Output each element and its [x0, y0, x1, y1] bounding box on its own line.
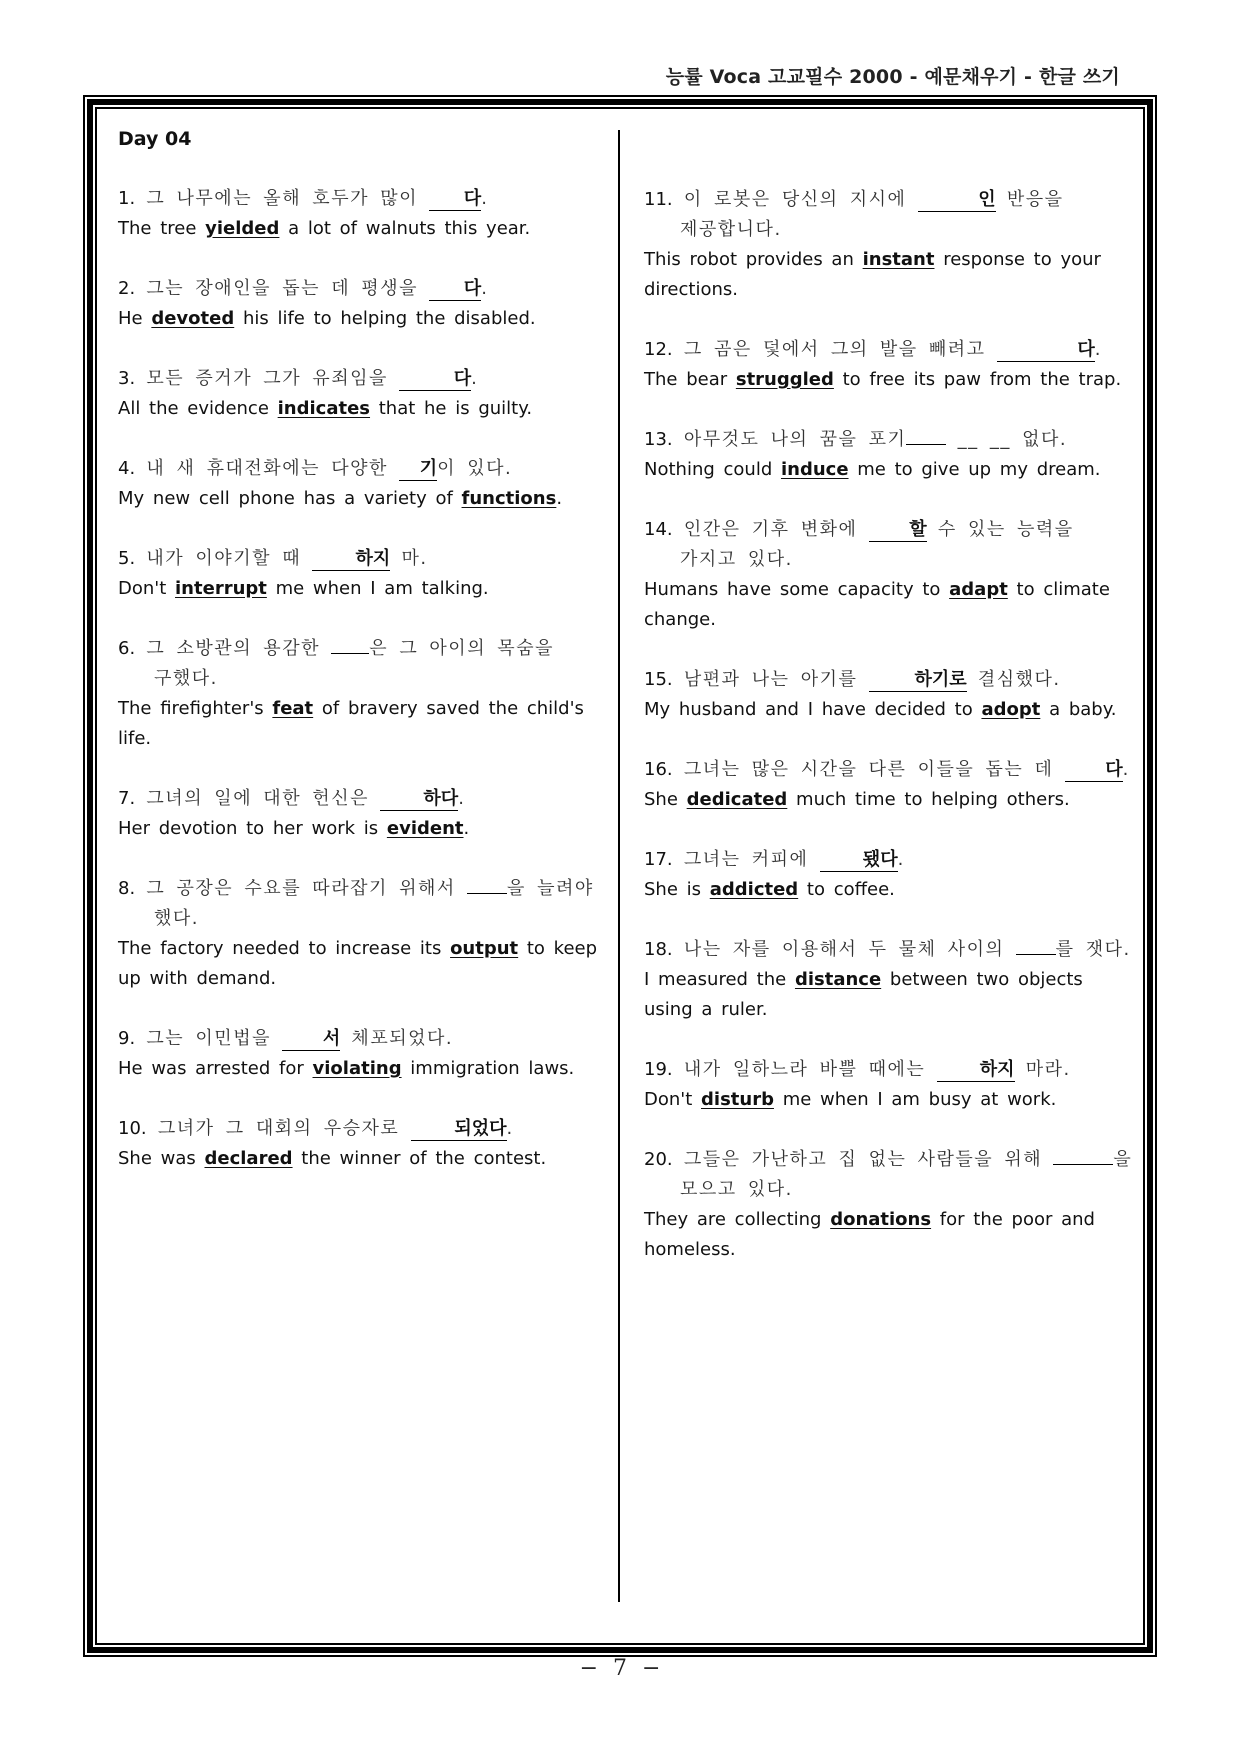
vocab-keyword: induce — [780, 459, 849, 480]
english-text-before: They are collecting — [644, 1209, 831, 1230]
english-text-before: Humans have some capacity to — [644, 579, 950, 600]
english-sentence — [644, 695, 1134, 725]
english-text-after: me when I am busy at work. — [773, 1089, 1057, 1110]
english-sentence — [118, 574, 608, 604]
korean-text-after: 을 — [1113, 1149, 1133, 1170]
item-number: 17. — [644, 849, 673, 870]
fill-in-blank[interactable]: 됐다 — [820, 849, 898, 872]
exercise-item — [644, 335, 1134, 395]
english-text-before: The firefighter's — [118, 698, 273, 719]
korean-text-after: 체포되었다. — [340, 1028, 454, 1049]
vocab-keyword: indicates — [277, 398, 371, 419]
item-number: 15. — [644, 669, 673, 690]
fill-in-blank[interactable]: 되었다 — [411, 1118, 507, 1141]
exercise-item — [644, 185, 1134, 305]
korean-text-after: . — [471, 368, 479, 389]
fill-in-blank[interactable] — [331, 653, 369, 654]
english-text-before: All the evidence — [118, 398, 278, 419]
english-sentence — [118, 394, 608, 424]
exercise-item — [644, 755, 1134, 815]
korean-text-after: . — [481, 188, 489, 209]
korean-text-after: . — [1094, 339, 1102, 360]
korean-text-after: 을 늘려야 — [506, 878, 594, 899]
exercise-item — [644, 1145, 1134, 1265]
korean-text-after: 를 잿다. — [1055, 939, 1131, 960]
korean-continuation: 가지고 있다. — [680, 549, 793, 570]
english-sentence — [118, 304, 608, 334]
korean-text-before: 그녀의 일에 대한 헌신은 — [146, 788, 381, 809]
vocab-keyword: adapt — [949, 579, 1008, 600]
korean-sentence — [644, 185, 1134, 245]
vocab-keyword: dedicated — [686, 789, 788, 810]
fill-in-blank[interactable]: 다 — [429, 188, 481, 211]
fill-in-blank[interactable]: 할 — [869, 519, 927, 542]
item-number: 2. — [118, 278, 136, 299]
english-text-before: Nothing could — [644, 459, 781, 480]
korean-text-before: 내가 이야기할 때 — [146, 548, 313, 569]
korean-text-before: 그녀는 많은 시간을 다른 이들을 돕는 데 — [683, 759, 1065, 780]
exercise-item — [118, 784, 608, 844]
fill-in-blank[interactable]: 다 — [1065, 759, 1123, 782]
english-text-after: . — [463, 818, 470, 839]
english-text-after: a baby. — [1040, 699, 1117, 720]
fill-in-blank[interactable]: 하기로 — [869, 669, 967, 692]
english-text-after: to keep up with demand. — [118, 938, 598, 989]
item-number: 7. — [118, 788, 136, 809]
korean-text-after: 마라. — [1014, 1059, 1071, 1080]
korean-continuation: 구했다. — [154, 668, 218, 689]
english-text-after: to free its paw from the trap. — [833, 369, 1122, 390]
korean-sentence — [644, 515, 1134, 575]
document-header-title: 능률 Voca 고교필수 2000 - 예문채우기 - 한글 쓰기 — [665, 66, 1120, 88]
exercise-item — [118, 1024, 608, 1084]
exercise-item — [644, 935, 1134, 1025]
page-number: − 7 − — [579, 1656, 661, 1681]
korean-text-after: 수 있는 능력을 — [926, 519, 1074, 540]
exercise-item — [644, 1055, 1134, 1115]
vocab-keyword: interrupt — [175, 578, 267, 599]
item-number: 5. — [118, 548, 136, 569]
vocab-keyword: struggled — [735, 369, 834, 390]
english-sentence — [118, 484, 608, 514]
english-text-after: a lot of walnuts this year. — [279, 218, 531, 239]
vocab-keyword: output — [450, 938, 519, 959]
korean-sentence — [118, 454, 608, 484]
korean-sentence — [118, 364, 608, 394]
english-text-before: She is — [644, 879, 710, 900]
korean-sentence — [118, 1114, 608, 1144]
korean-text-before: 이 로봇은 당신의 지시에 — [683, 189, 918, 210]
english-sentence — [118, 1054, 608, 1084]
korean-continuation: 했다. — [154, 908, 199, 929]
vocab-keyword: addicted — [709, 879, 799, 900]
korean-text-after: 결심했다. — [966, 669, 1061, 690]
fill-in-blank[interactable] — [906, 444, 946, 445]
fill-in-blank[interactable]: 서 — [282, 1028, 340, 1051]
fill-in-blank[interactable]: 다 — [399, 368, 471, 391]
korean-sentence — [118, 184, 608, 214]
fill-in-blank[interactable]: 하다 — [380, 788, 458, 811]
korean-sentence — [644, 425, 1134, 455]
english-text-before: I measured the — [644, 969, 795, 990]
korean-sentence — [118, 274, 608, 304]
english-text-before: Her devotion to her work is — [118, 818, 387, 839]
right-column — [644, 185, 1134, 1295]
english-text-before: She was — [118, 1148, 205, 1169]
fill-in-blank[interactable]: 하지 — [937, 1059, 1015, 1082]
english-sentence — [118, 934, 608, 994]
fill-in-blank[interactable] — [467, 893, 507, 894]
korean-text-before: 그는 이민법을 — [146, 1028, 283, 1049]
fill-in-blank[interactable] — [1016, 954, 1056, 955]
exercise-item — [118, 364, 608, 424]
korean-text-before: 나는 자를 이용해서 두 물체 사이의 — [683, 939, 1016, 960]
english-text-after: his life to helping the disabled. — [234, 308, 536, 329]
exercise-item — [644, 515, 1134, 635]
item-number: 14. — [644, 519, 673, 540]
vocab-keyword: adopt — [981, 699, 1041, 720]
exercise-item — [118, 634, 608, 754]
english-text-before: He — [118, 308, 152, 329]
item-number: 10. — [118, 1118, 147, 1139]
item-number: 19. — [644, 1059, 673, 1080]
exercise-item — [118, 274, 608, 334]
fill-in-blank[interactable]: 인 — [918, 189, 996, 212]
item-number: 9. — [118, 1028, 136, 1049]
english-sentence — [118, 214, 608, 244]
vocab-keyword: distance — [794, 969, 882, 990]
korean-text-after: 마. — [390, 548, 428, 569]
korean-text-before: 내 새 휴대전화에는 다양한 — [146, 458, 400, 479]
english-sentence — [644, 365, 1134, 395]
exercise-item — [118, 874, 608, 994]
korean-text-before: 그는 장애인을 돕는 데 평생을 — [146, 278, 430, 299]
korean-text-after: 이 있다. — [437, 458, 513, 479]
exercise-item — [644, 665, 1134, 725]
korean-text-after: __ __ 없다. — [946, 429, 1068, 450]
exercise-item — [118, 454, 608, 514]
fill-in-blank[interactable]: 기 — [399, 458, 437, 481]
english-sentence — [118, 814, 608, 844]
english-sentence — [118, 694, 608, 754]
english-text-before: My husband and I have decided to — [644, 699, 982, 720]
korean-sentence — [644, 935, 1134, 965]
english-text-before: Don't — [644, 1089, 702, 1110]
item-number: 11. — [644, 189, 673, 210]
right-item-list — [644, 185, 1134, 1265]
korean-text-after: 반응을 — [995, 189, 1064, 210]
korean-text-after: . — [481, 278, 489, 299]
korean-text-before: 내가 일하느라 바쁠 때에는 — [683, 1059, 937, 1080]
korean-text-before: 아무것도 나의 꿈을 포기 — [683, 429, 907, 450]
english-sentence — [644, 1085, 1134, 1115]
english-text-after: . — [556, 488, 563, 509]
column-divider — [618, 130, 620, 1602]
english-sentence — [118, 1144, 608, 1174]
vocab-keyword: evident — [386, 818, 464, 839]
english-text-before: My new cell phone has a variety of — [118, 488, 462, 509]
fill-in-blank[interactable]: 다 — [997, 339, 1095, 362]
korean-sentence — [644, 755, 1134, 785]
korean-sentence — [118, 634, 608, 694]
left-column — [118, 124, 608, 1204]
english-text-after: of bravery saved the child's life. — [118, 698, 584, 749]
vocab-keyword: yielded — [205, 218, 280, 239]
english-text-before: Don't — [118, 578, 176, 599]
english-text-before: This robot provides an — [644, 249, 863, 270]
exercise-item — [644, 425, 1134, 485]
english-sentence — [644, 785, 1134, 815]
english-text-after: between two objects using a ruler. — [644, 969, 1083, 1020]
english-text-after: the winner of the contest. — [292, 1148, 547, 1169]
korean-sentence — [118, 874, 608, 934]
english-text-before: He was arrested for — [118, 1058, 313, 1079]
english-text-after: immigration laws. — [401, 1058, 575, 1079]
english-sentence — [644, 1205, 1134, 1265]
english-text-before: The factory needed to increase its — [118, 938, 451, 959]
english-sentence — [644, 575, 1134, 635]
vocab-keyword: disturb — [701, 1089, 774, 1110]
item-number: 18. — [644, 939, 673, 960]
korean-sentence — [644, 335, 1134, 365]
item-number: 6. — [118, 638, 136, 659]
english-text-after: to coffee. — [798, 879, 895, 900]
korean-text-before: 남편과 나는 아기를 — [683, 669, 869, 690]
english-sentence — [644, 455, 1134, 485]
korean-sentence — [118, 544, 608, 574]
day-label: Day 04 — [118, 128, 192, 150]
korean-text-after: . — [506, 1118, 514, 1139]
english-text-after: me to give up my dream. — [848, 459, 1101, 480]
item-number: 1. — [118, 188, 136, 209]
english-text-after: much time to helping others. — [787, 789, 1070, 810]
item-number: 16. — [644, 759, 673, 780]
vocab-keyword: feat — [272, 698, 314, 719]
korean-text-after: . — [1122, 759, 1130, 780]
item-number: 3. — [118, 368, 136, 389]
item-number: 20. — [644, 1149, 673, 1170]
item-number: 12. — [644, 339, 673, 360]
fill-in-blank[interactable] — [1053, 1164, 1113, 1165]
english-text-before: The bear — [644, 369, 736, 390]
korean-continuation: 제공합니다. — [680, 219, 782, 240]
korean-text-after: . — [897, 849, 905, 870]
korean-text-before: 그들은 가난하고 집 없는 사람들을 위해 — [683, 1149, 1054, 1170]
vocab-keyword: instant — [862, 249, 935, 270]
left-item-list — [118, 184, 608, 1174]
english-text-after: me when I am talking. — [266, 578, 489, 599]
exercise-item — [118, 544, 608, 604]
korean-text-before: 모든 증거가 그가 유죄임을 — [146, 368, 400, 389]
korean-text-before: 그 곰은 덫에서 그의 발을 빼려고 — [683, 339, 997, 360]
vocab-keyword: devoted — [151, 308, 235, 329]
fill-in-blank[interactable]: 하지 — [312, 548, 390, 571]
korean-text-before: 그 공장은 수요를 따라잡기 위해서 — [146, 878, 467, 899]
korean-sentence — [644, 845, 1134, 875]
english-text-after: that he is guilty. — [370, 398, 533, 419]
vocab-keyword: violating — [312, 1058, 402, 1079]
english-text-after: to climate change. — [644, 579, 1110, 630]
korean-text-after: 은 그 아이의 목숨을 — [369, 638, 554, 659]
exercise-item — [118, 1114, 608, 1174]
english-text-after: response to your directions. — [644, 249, 1101, 300]
korean-text-before: 인간은 기후 변화에 — [683, 519, 869, 540]
item-number: 8. — [118, 878, 136, 899]
vocab-keyword: donations — [830, 1209, 932, 1230]
korean-text-after: . — [458, 788, 466, 809]
english-sentence — [644, 965, 1134, 1025]
exercise-item — [118, 184, 608, 244]
korean-text-before: 그녀가 그 대회의 우승자로 — [157, 1118, 411, 1139]
item-number: 4. — [118, 458, 136, 479]
english-text-after: for the poor and homeless. — [644, 1209, 1095, 1260]
korean-sentence — [118, 784, 608, 814]
korean-sentence — [118, 1024, 608, 1054]
item-number: 13. — [644, 429, 673, 450]
english-sentence — [644, 875, 1134, 905]
english-sentence — [644, 245, 1134, 305]
korean-sentence — [644, 1055, 1134, 1085]
korean-continuation: 모으고 있다. — [680, 1179, 793, 1200]
korean-text-before: 그 나무에는 올해 호두가 많이 — [146, 188, 430, 209]
exercise-item — [644, 845, 1134, 905]
korean-sentence — [644, 665, 1134, 695]
vocab-keyword: declared — [204, 1148, 293, 1169]
vocab-keyword: functions — [461, 488, 557, 509]
korean-text-before: 그 소방관의 용감한 — [146, 638, 332, 659]
korean-sentence — [644, 1145, 1134, 1205]
english-text-before: She — [644, 789, 687, 810]
english-text-before: The tree — [118, 218, 206, 239]
korean-text-before: 그녀는 커피에 — [683, 849, 820, 870]
fill-in-blank[interactable]: 다 — [429, 278, 481, 301]
